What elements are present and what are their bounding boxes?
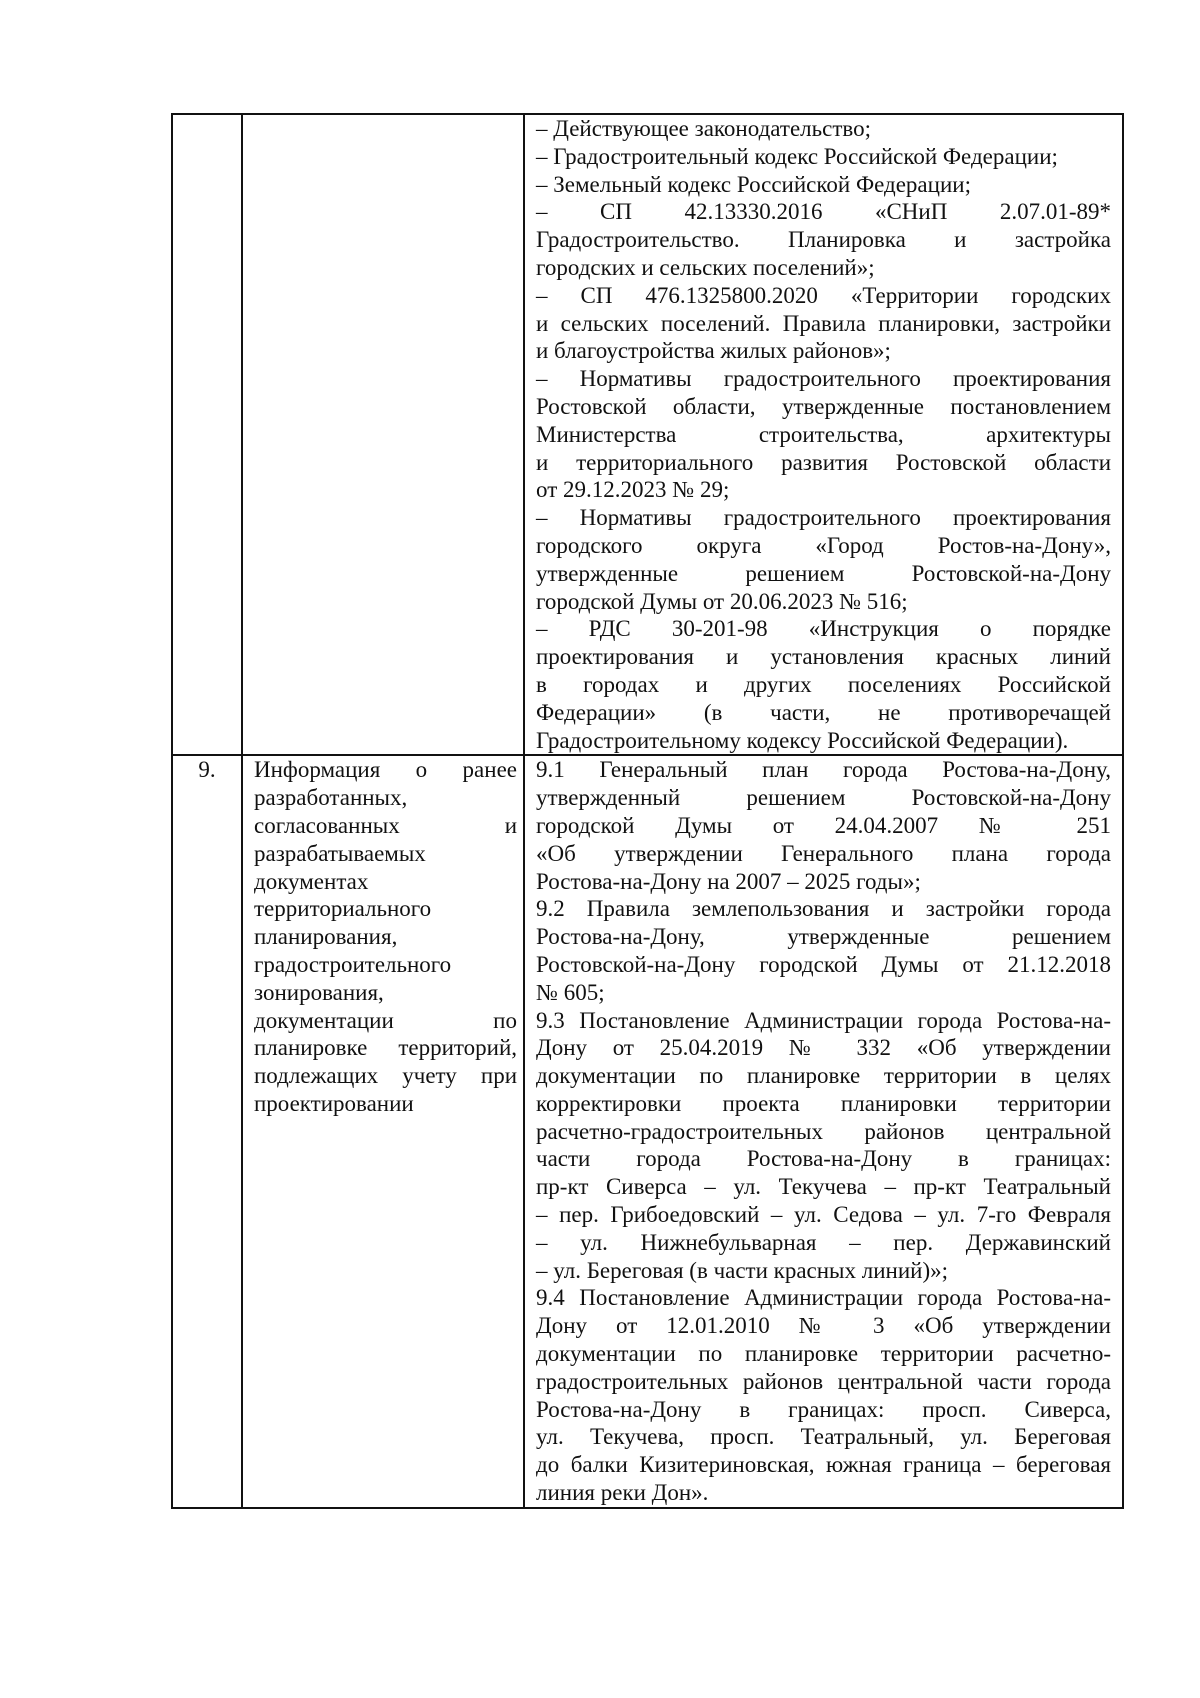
text-line: от 29.12.2023 № 29; [536,477,730,503]
text-line: разрабатываемых [254,840,426,866]
table-row [172,114,1123,755]
text-line: – Земельный кодекс Российской Федерации; [536,171,971,197]
text-line: Ростова-на-Дону, утвержденные решением [536,924,1111,950]
text-line: – Нормативы градостроительного проектирования [536,505,1111,531]
text-line: планирования, [254,924,398,950]
text-line: пр-кт Сиверса – ул. Текучева – пр-кт Театральный [536,1174,1111,1200]
text-line: документации по планировке территории в целях [536,1063,1111,1089]
text-line: городской Думы от 20.06.2023 № 516; [536,588,908,614]
text-line: – РДС 30-201-98 «Инструкция о порядке [536,616,1111,642]
text-line: планировке территорий, [254,1035,517,1061]
row-number-cell [172,755,242,1508]
text-line: разработанных, [254,785,408,811]
text-line: согласованных и [254,812,517,838]
text-line: Информация о ранее [254,757,517,783]
requirements-table [171,113,1124,1509]
text-line: утвержденные решением Ростовской-на-Дону [536,560,1111,586]
text-line: Дону от 12.01.2010 № 3 «Об утверждении [536,1313,1111,1339]
text-line: градостроительных районов центральной части города [536,1368,1111,1394]
text-line: Ростовской-на-Дону городской Думы от 21.12.2018 [536,951,1111,977]
text-line: городской Думы от 24.04.2007 № 251 [536,812,1111,838]
text-line: Градостроительство. Планировка и застройка [536,227,1111,253]
row-content-cell [524,114,1123,755]
text-line: в городах и других поселениях Российской [536,671,1111,697]
text-line: до балки Кизитериновская, южная граница – береговая [536,1452,1111,1478]
row-label-cell [242,755,524,1508]
text-line: 9.4 Постановление Администрации города Ростова-на- [536,1285,1111,1311]
text-line: 9.2 Правила землепользования и застройки города [536,896,1111,922]
text-line: документах [254,868,369,894]
text-line: Дону от 25.04.2019 № 332 «Об утверждении [536,1035,1111,1061]
text-line: и территориального развития Ростовской области [536,449,1111,475]
text-line: – Действующее законодательство; [536,116,871,141]
row-number: 9. [198,757,216,783]
text-line: линия реки Дон». [536,1480,709,1506]
text-line: документации по [254,1007,517,1033]
text-line: части города Ростова-на-Дону в границах: [536,1146,1111,1172]
text-line: территориального [254,896,432,922]
row-number-cell [172,114,242,755]
text-line: Ростова-на-Дону в границах: просп. Сиверса, [536,1396,1111,1422]
text-line: городского округа «Город Ростов-на-Дону», [536,532,1111,558]
text-line: городских и сельских поселений»; [536,254,875,280]
row-label-cell [242,114,524,755]
text-line: Федерации» (в части, не противоречащей [536,699,1111,725]
text-line: – Нормативы градостроительного проектирования [536,366,1111,392]
text-line: Министерства строительства, архитектуры [536,421,1111,447]
text-line: документации по планировке территории расчетно- [536,1341,1111,1367]
text-line: 9.3 Постановление Администрации города Ростова-на- [536,1007,1111,1033]
text-line: Ростова-на-Дону на 2007 – 2025 годы»; [536,868,921,894]
text-line: и сельских поселений. Правила планировки, застройки [536,310,1111,336]
table-row [172,755,1123,1508]
text-line: – СП 476.1325800.2020 «Территории городских [536,282,1111,308]
text-line: 9.1 Генеральный план города Ростова-на-Дону, [536,757,1111,783]
text-line: подлежащих учету при [254,1063,517,1089]
text-line: проектирования и установления красных линий [536,644,1111,670]
text-line: проектировании [254,1090,414,1116]
text-line: – пер. Грибоедовский – ул. Седова – ул. 7-го Февраля [536,1202,1111,1228]
text-line: градостроительного [254,951,452,977]
text-line: зонирования, [254,979,384,1005]
text-line: расчетно-градостроительных районов центральной [536,1118,1111,1144]
text-line: Градостроительному кодексу Российской Федерации). [536,727,1069,753]
text-line: Ростовской области, утвержденные постановлением [536,393,1111,419]
row-content-cell [524,755,1123,1508]
text-line: № 605; [536,979,605,1005]
text-line: – СП 42.13330.2016 «СНиП 2.07.01-89* [536,199,1111,225]
text-line: – ул. Береговая (в части красных линий)»; [536,1257,949,1283]
text-line: корректировки проекта планировки территории [536,1090,1111,1116]
text-line: и благоустройства жилых районов»; [536,338,891,364]
text-line: утвержденный решением Ростовской-на-Дону [536,785,1111,811]
text-line: – ул. Нижнебульварная – пер. Державинский [536,1229,1111,1255]
text-line: «Об утверждении Генерального плана города [536,840,1111,866]
text-line: – Градостроительный кодекс Российской Федерации; [536,143,1058,169]
text-line: ул. Текучева, просп. Театральный, ул. Береговая [536,1424,1111,1450]
